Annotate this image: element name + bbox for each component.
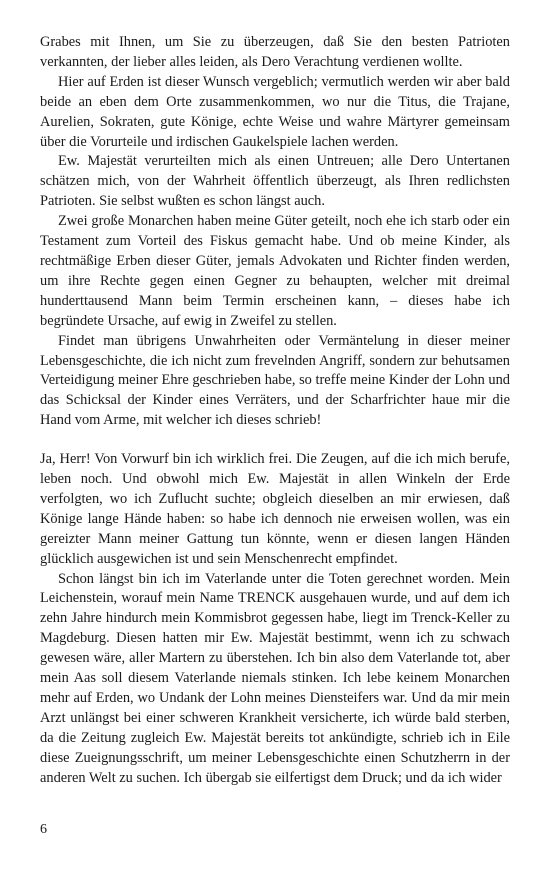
paragraph: Findet man übrigens Unwahrheiten oder Vermäntelung in dieser meiner Lebensgeschichte, die ich nicht zum frevelnden Angriff, sondern zur behutsamen Verteidigung meiner Ehre geschrieben habe, so treffe meine Kinder der Lohn und das Schicksal der Kinder eines Verräters, und der Scharfrichter haue mir die Hand vom Arme, mit welcher ich dieses schrieb! bbox=[40, 332, 510, 429]
section-break bbox=[40, 431, 510, 450]
paragraph: Zwei große Monarchen haben meine Güter geteilt, noch ehe ich starb oder ein Testament zum Vorteil des Fiskus gemacht habe. Und ob meine Kinder, als rechtmäßige Erben dieser Güter, jemals Advokaten und Richter finden werden, um ihre Rechte gegen einen Gegner zu behaupten, welcher mit dreimal hunderttausend Mann beim Termin erscheinen kann, – dieses habe ich begründete Ursache, auf ewig in Zweifel zu stellen. bbox=[40, 213, 510, 329]
paragraph: Ja, Herr! Von Vorwurf bin ich wirklich frei. Die Zeugen, auf die ich mich berufe, leben noch. Und obwohl mich Ew. Majestät in allen Winkeln der Erde verfolgten, wo ich Zuflucht suchte; obgleich dieselben an mir erwiesen, daß Könige lange Hände haben: so habe ich dennoch nie erweisen wollen, was ein gereizter Mann meiner Gattung tun könnte, wenn er diesen langen Händen glücklich ausgewichen ist und sein Menschenrecht empfindet. bbox=[40, 451, 510, 567]
page-body bbox=[40, 33, 510, 789]
section-two bbox=[40, 450, 510, 788]
page-number: 6 bbox=[40, 822, 47, 837]
section-one bbox=[40, 33, 510, 431]
paragraph: Ew. Majestät verurteilten mich als einen Untreuen; alle Dero Untertanen schätzen mich, von der Wahrheit öffentlich überzeugt, als Ihren redlichsten Patrioten. Sie selbst wußten es schon längst auch. bbox=[40, 153, 510, 210]
paragraph: Schon längst bin ich im Vaterlande unter die Toten gerechnet worden. Mein Leichenstein, worauf mein Name TRENCK ausgehauen wurde, und auf dem ich zehn Jahre hindurch mein Kommisbrot gegessen habe, liegt im Trenck-Keller zu Magdeburg. Diesen hatten mir Ew. Majestät bestimmt, wenn ich zu schwach gewesen wäre, aller Martern zu überstehen. Ich bin also dem Vaterlande tot, aber mein Aas soll diesem Vaterlande niemals stinken. Ich lebe keinem Monarchen mehr auf Erden, wo Undank der Lohn meines Diensteifers war. Und da mir mein Arzt unlängst bei einer schweren Krankheit versicherte, ich würde bald sterben, da die Zeitung zugleich Ew. Majestät bereits tot ankündigte, schrieb ich in Eile diese Zueignungsschrift, um meiner Lebensgeschichte einen Schutzherrn in der anderen Welt zu suchen. Ich übergab sie eilfertigst dem Druck; und da ich wider bbox=[40, 570, 510, 786]
paragraph-continuation: Grabes mit Ihnen, um Sie zu überzeugen, daß Sie den besten Patrioten verkannten, der lieber alles leiden, als Dero Verachtung verdienen wollte. bbox=[40, 34, 510, 70]
paragraph: Hier auf Erden ist dieser Wunsch vergeblich; vermutlich werden wir aber bald beide an eben dem Orte zusammenkommen, wo nur die Titus, die Trajane, Aurelien, Sokraten, gute Könige, echte Weise und wahre Märtyrer gemeinsam über die Vorurteile und irdischen Gaukelspiele lachen werden. bbox=[40, 73, 510, 150]
